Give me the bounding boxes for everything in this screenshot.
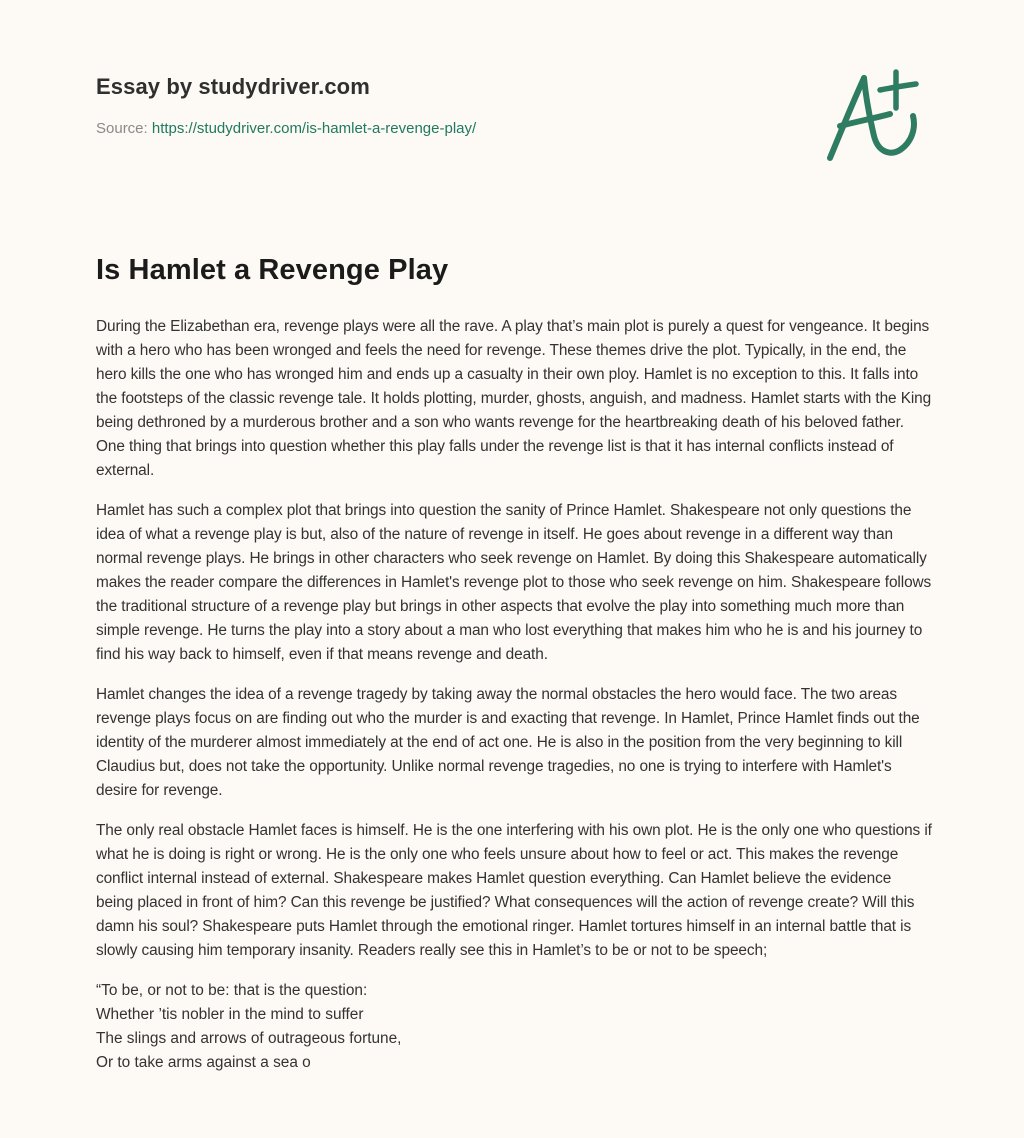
a-plus-grade-icon [820, 64, 930, 169]
quote-line: The slings and arrows of outrageous fortune, [96, 1030, 402, 1047]
hamlet-quote [96, 979, 932, 1075]
essay-content [96, 254, 932, 1075]
quote-line: Or to take arms against a sea o [96, 1054, 311, 1071]
essay-paragraph: Hamlet has such a complex plot that brings into question the sanity of Prince Hamlet. Shakespeare not only questions the idea of what a revenge play is but, also of the nature of revenge in itself. He goes about revenge in a different way than normal revenge plays. He brings in other characters who seek revenge on Hamlet. By doing this Shakespeare automatically makes the reader compare the differences in Hamlet's revenge plot to those who seek revenge on him. Shakespeare follows the traditional structure of a revenge play but brings in other aspects that evolve the play into something much more than simple revenge. He turns the play into a story about a man who lost everything that makes him who he is and his journey to find his way back to himself, even if that means revenge and death. [96, 502, 932, 663]
source-line [96, 120, 476, 137]
quote-line: Whether ’tis nobler in the mind to suffer [96, 1006, 364, 1023]
essay-paragraph: During the Elizabethan era, revenge plays were all the rave. A play that’s main plot is purely a quest for vengeance. It begins with a hero who has been wronged and feels the need for revenge. These themes drive the plot. Typically, in the end, the hero kills the one who has wronged him and ends up a casualty in their own ploy. Hamlet is no exception to this. It falls into the footsteps of the classic revenge tale. It holds plotting, murder, ghosts, anguish, and madness. Hamlet starts with the King being dethroned by a murderous brother and a son who wants revenge for the heartbreaking death of his beloved father. One thing that brings into question whether this play falls under the revenge list is that it has internal conflicts instead of external. [96, 318, 932, 479]
essay-paragraph: The only real obstacle Hamlet faces is himself. He is the one interfering with his own plot. He is the only one who questions if what he is doing is right or wrong. He is the only one who feels unsure about how to feel or act. This makes the revenge conflict internal instead of external. Shakespeare makes Hamlet question everything. Can Hamlet believe the evidence being placed in front of him? Can this revenge be justified? What consequences will the action of revenge create? Will this damn his soul? Shakespeare puts Hamlet through the emotional ringer. Hamlet tortures himself in an internal battle that is slowly causing him temporary insanity. Readers really see this in Hamlet’s to be or not to be speech; [96, 822, 932, 959]
essay-title: Is Hamlet a Revenge Play [96, 254, 449, 286]
essay-paragraph: Hamlet changes the idea of a revenge tragedy by taking away the normal obstacles the hero would face. The two areas revenge plays focus on are finding out who the murder is and exacting that revenge. In Hamlet, Prince Hamlet finds out the identity of the murderer almost immediately at the end of act one. He is also in the position from the very beginning to kill Claudius but, does not take the opportunity. Unlike normal revenge tragedies, no one is trying to interfere with Hamlet's desire for revenge. [96, 686, 920, 799]
source-label: Source: [96, 120, 148, 137]
source-link[interactable]: https://studydriver.com/is-hamlet-a-revenge-play/ [151, 120, 477, 137]
quote-line: “To be, or not to be: that is the question: [96, 982, 368, 999]
site-title: Essay by studydriver.com [96, 74, 370, 99]
page-header [96, 74, 476, 137]
